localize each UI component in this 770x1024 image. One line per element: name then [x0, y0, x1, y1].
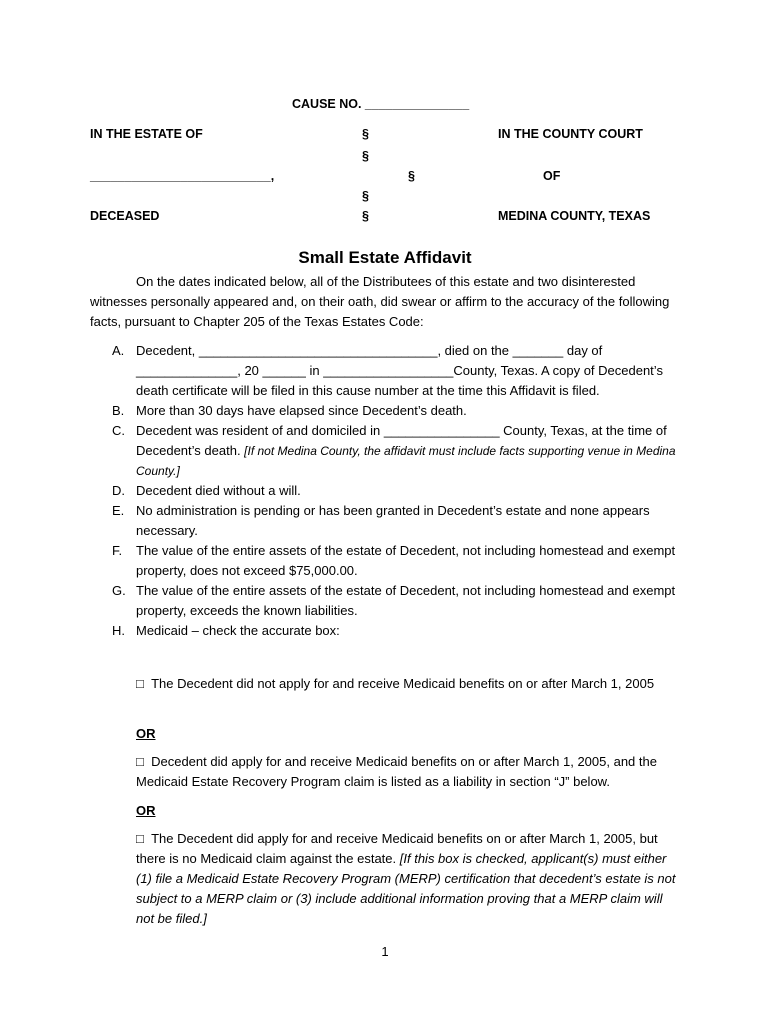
list-text: Decedent was resident of and domiciled in ________________ County, Texas, at the time of Decedent’s death. [136, 423, 667, 458]
caption-right-court: IN THE COUNTY COURT [498, 127, 643, 141]
medicaid-option-2 [136, 752, 676, 792]
list-text: The value of the entire assets of the estate of Decedent, not including homestead and exempt property, does not exceed $75,000.00. [136, 543, 676, 578]
checkbox-1[interactable]: □ [136, 676, 144, 691]
list-text: Decedent, _________________________________, died on the _______ day of ______________, 20 ______ in __________________County, Texas. A copy of Decedent’s death certificate will be filed in this cause number at the time this Affidavit is filed. [136, 343, 663, 398]
list-item [90, 341, 690, 401]
medicaid-option-3-text: The Decedent did apply for and receive Medicaid benefits on or after March 1, 2005, but there is no Medicaid claim against the estate. [136, 831, 658, 866]
list-text: Decedent died without a will. [136, 483, 301, 498]
section-mark: § [362, 189, 369, 203]
list-letter: E. [112, 503, 125, 518]
list-letter: D. [112, 483, 125, 498]
checkbox-2[interactable]: □ [136, 754, 144, 769]
list-item [90, 541, 690, 581]
list-letter: F. [112, 543, 123, 558]
facts-list [90, 341, 690, 641]
list-letter: G. [112, 583, 126, 598]
medicaid-option-3 [136, 829, 676, 929]
caption-left-deceased: DECEASED [90, 209, 160, 223]
list-text-wrap [136, 421, 690, 481]
section-mark: § [362, 149, 369, 163]
section-mark: § [362, 209, 369, 223]
list-letter: A. [112, 343, 125, 358]
list-item [90, 581, 690, 621]
section-mark: § [408, 169, 415, 183]
list-text: Medicaid – check the accurate box: [136, 623, 340, 638]
list-letter: B. [112, 403, 125, 418]
cause-number: CAUSE NO. _______________ [292, 97, 470, 111]
list-note: [If not Medina County, the affidavit must include facts supporting venue in Medina County.] [136, 444, 676, 478]
medicaid-option-1 [136, 674, 676, 694]
list-item [90, 501, 690, 541]
caption-left-name-blank: __________________________, [90, 169, 275, 183]
list-letter: H. [112, 623, 125, 638]
checkbox-3[interactable]: □ [136, 831, 144, 846]
or-separator-2: OR [136, 803, 156, 818]
or-separator-1: OR [136, 726, 156, 741]
caption-left-estate: IN THE ESTATE OF [90, 127, 203, 141]
medicaid-option-3-note: [If this box is checked, applicant(s) must either (1) file a Medicaid Estate Recovery Program (MERP) certification that decedent’s estate is not subject to a MERP claim or (3) include additional information proving that a MERP claim will not be filed.] [136, 851, 676, 926]
list-item [90, 621, 690, 641]
medicaid-option-2-text: Decedent did apply for and receive Medicaid benefits on or after March 1, 2005, and the Medicaid Estate Recovery Program claim is listed as a liability in section “J” below. [136, 754, 657, 789]
list-item [90, 481, 690, 501]
caption-right-of: OF [543, 169, 561, 183]
list-text: No administration is pending or has been granted in Decedent’s estate and none appears necessary. [136, 503, 650, 538]
medicaid-option-1-text: The Decedent did not apply for and receive Medicaid benefits on or after March 1, 2005 [151, 676, 655, 691]
section-mark: § [362, 127, 369, 141]
list-letter: C. [112, 423, 125, 438]
caption-right-county: MEDINA COUNTY, TEXAS [498, 209, 651, 223]
list-text: More than 30 days have elapsed since Decedent’s death. [136, 403, 467, 418]
page-number: 1 [381, 944, 389, 959]
list-text: The value of the entire assets of the estate of Decedent, not including homestead and exempt property, exceeds the known liabilities. [136, 583, 676, 618]
list-item [90, 401, 690, 421]
document-title: Small Estate Affidavit [298, 248, 472, 267]
intro-paragraph: On the dates indicated below, all of the Distributees of this estate and two disinterested witnesses personally appeared and, on their oath, did swear or affirm to the accuracy of the following facts, pursuant to Chapter 205 of the Texas Estates Code: [90, 274, 670, 329]
list-item [90, 421, 690, 481]
